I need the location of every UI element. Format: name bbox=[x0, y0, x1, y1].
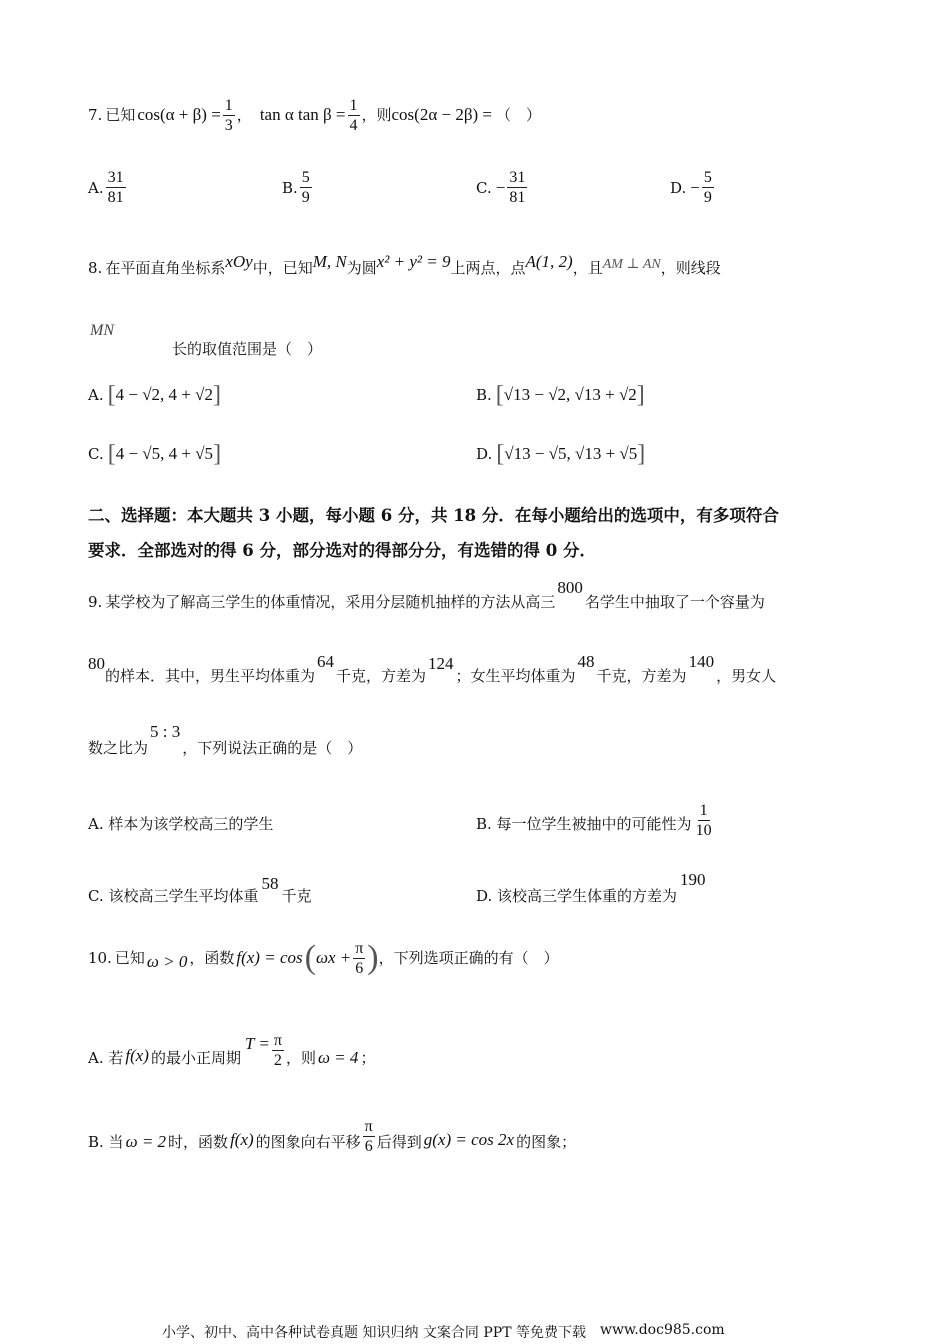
q9-option-d[interactable]: D. 该校高三学生体重的方差为 190 bbox=[476, 870, 706, 905]
q7-cond2: tan α tan β = bbox=[259, 105, 346, 124]
q8-option-a[interactable]: A. [ 4 − √2 , 4 + √2 ] bbox=[88, 382, 221, 408]
option-fraction: $\frac{31}{81}$ bbox=[509, 169, 526, 206]
q7-known: 已知 bbox=[105, 106, 136, 124]
option-label: B. bbox=[282, 178, 298, 197]
q7-option-a[interactable] bbox=[88, 168, 128, 207]
option-fraction: $\frac{\pi}{6}$ bbox=[364, 1118, 373, 1155]
q7-option-d[interactable]: D. − $\frac{5}{9}$ bbox=[670, 169, 712, 206]
q7-comma: ， bbox=[236, 106, 252, 124]
option-label: D. bbox=[670, 178, 687, 197]
q7-expr: cos(2α − 2β) = bbox=[391, 105, 492, 124]
page-footer bbox=[162, 1322, 725, 1342]
q7-number: 7. bbox=[88, 106, 103, 124]
q8-option-c[interactable]: C. [ 4 − √5 , 4 + √5 ] bbox=[88, 441, 222, 467]
q7-cond1: cos(α + β) = bbox=[137, 105, 221, 124]
option-label: D. bbox=[476, 445, 493, 463]
question-8-stem: 8. 在平面直角坐标系 xOy 中，已知 M, N 为圆 x² + y² = 9 上两点，点 A(1, 2) ，且 AM ⊥ AN ，则线段 bbox=[88, 252, 721, 277]
question-9-line3: 数之比为 5 : 3 ，下列说法正确的是（ ） bbox=[88, 722, 363, 757]
footer-text: 小学、初中、高中各种试卷真题 知识归纳 文案合同 PPT 等免费下载 bbox=[162, 1325, 586, 1341]
question-9-line2: 80 的样本．其中，男生平均体重为 64 千克，方差为 124 ；女生平均体重为 48 千克，方差为 140 ，男女人 bbox=[88, 652, 777, 685]
option-label: B. bbox=[476, 386, 492, 404]
section-2-heading-line1: 二、选择题：本大题共 3 小题，每小题 6 分，共 18 分．在每小题给出的选项中，有多项符合 bbox=[88, 506, 779, 525]
q10-number: 10. bbox=[88, 949, 112, 967]
q9-option-c[interactable]: C. 该校高三学生平均体重 58 千克 bbox=[88, 874, 312, 905]
q7-option-c[interactable]: C. − $\frac{31}{81}$ bbox=[476, 169, 526, 206]
option-fraction: $\frac{\pi}{2}$ bbox=[273, 1032, 282, 1069]
option-label: A. bbox=[88, 386, 104, 404]
q8-number: 8. bbox=[88, 259, 103, 277]
q8-option-d[interactable]: D. [ √13 − √5 , √13 + √5 ] bbox=[476, 441, 646, 467]
option-label: C. bbox=[88, 445, 104, 463]
option-fraction: $\frac{5}{9}$ bbox=[703, 169, 712, 206]
section-2-heading-line2: 要求．全部选对的得 6 分，部分选对的得部分分，有选错的得 0 分． bbox=[88, 541, 596, 560]
q9-number: 9. bbox=[88, 593, 103, 611]
q8-stem-end: 长的取值范围是（ ） bbox=[172, 340, 323, 358]
q9-option-b[interactable]: B. 每一位学生被抽中的可能性为 $\frac{1}{10}$ bbox=[476, 802, 712, 839]
q10-fraction: $\frac{\pi}{6}$ bbox=[355, 939, 364, 977]
q7-frac2: $\frac{1}{4}$ bbox=[349, 96, 358, 134]
q7-option-b[interactable] bbox=[282, 168, 314, 207]
q7-then: ，则 bbox=[361, 106, 392, 124]
question-10-stem: 10. 已知 ω > 0 ，函数 f(x) = cos ( ωx + $\frac{\pi}{6}$ ) ，下列选项正确的有（ ） bbox=[88, 939, 559, 977]
option-fraction: $\frac{1}{10}$ bbox=[695, 802, 712, 839]
q8-segment-mn: MN bbox=[90, 322, 114, 339]
q8-option-b[interactable]: B. [ √13 − √2 , √13 + √2 ] bbox=[476, 382, 645, 408]
question-9-line1: 9. 某学校为了解高三学生的体重情况，采用分层随机抽样的方法从高三 800 名学生中抽取了一个容量为 bbox=[88, 578, 765, 611]
q10-option-b[interactable]: B. 当 ω = 2 时，函数 f(x) 的图象向右平移 $\frac{\pi}{6}$ 后得到 g(x) = cos 2x 的图象； bbox=[88, 1118, 577, 1155]
option-label: A. bbox=[88, 178, 104, 197]
option-fraction: $\frac{5}{9}$ bbox=[301, 169, 310, 206]
question-7-stem bbox=[88, 93, 541, 137]
option-fraction: $\frac{31}{81}$ bbox=[107, 169, 124, 206]
footer-link[interactable]: www.doc985.com bbox=[599, 1322, 725, 1338]
q7-paren: （ ） bbox=[495, 106, 541, 124]
option-label: C. bbox=[476, 178, 492, 197]
q7-frac1: $\frac{1}{3}$ bbox=[224, 96, 233, 134]
q9-option-a[interactable]: A. 样本为该学校高三的学生 bbox=[88, 815, 274, 833]
q10-option-a[interactable]: A. 若 f(x) 的最小正周期 T = $\frac{\pi}{2}$ ，则 ω = 4 ； bbox=[88, 1032, 376, 1069]
